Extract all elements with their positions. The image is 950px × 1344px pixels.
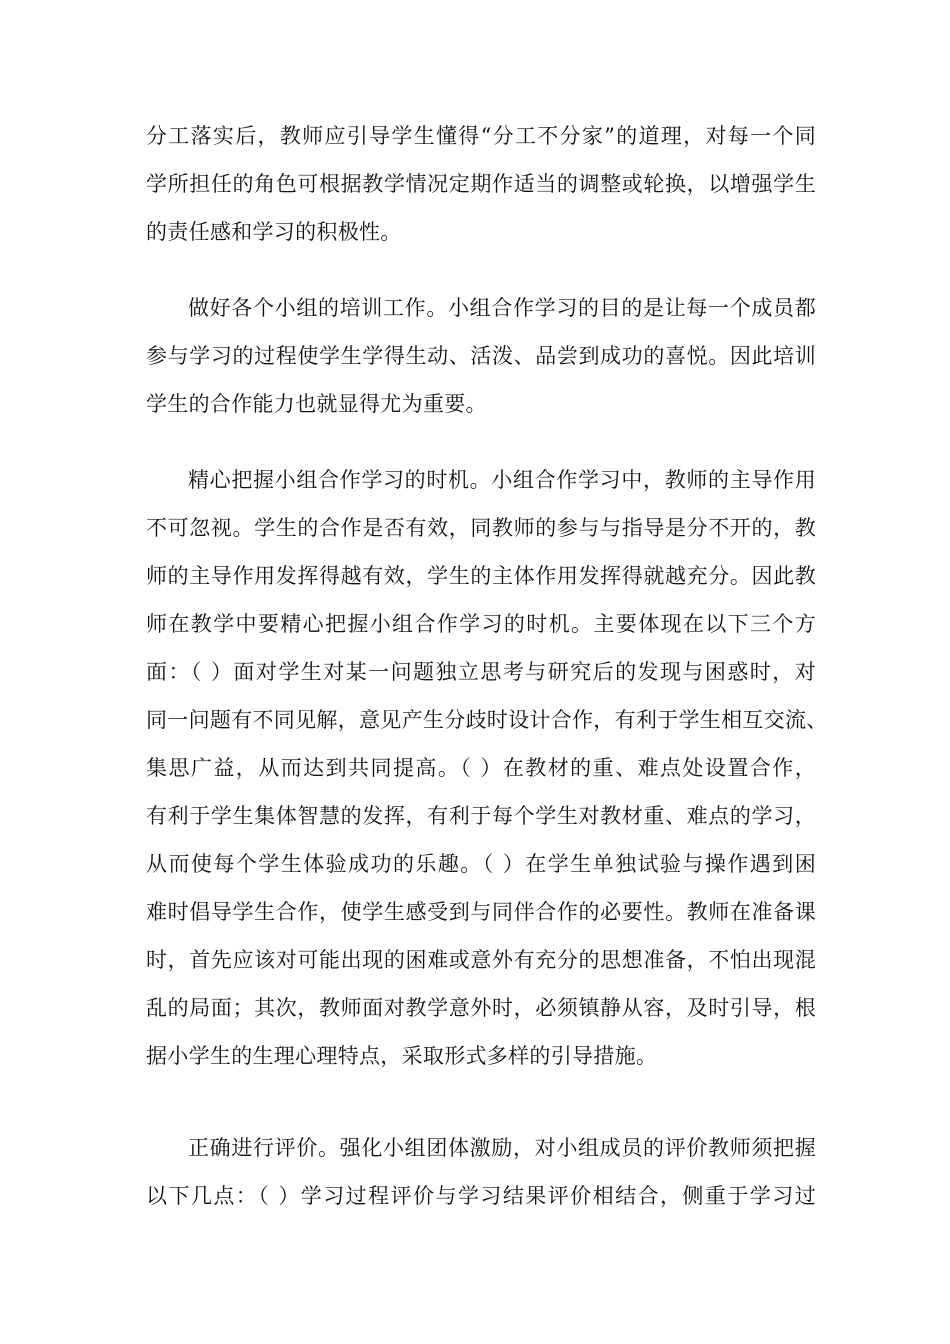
text-line: 参与学习的过程使学生学得生动、活泼、品尝到成功的喜悦。因此培训 xyxy=(146,344,816,368)
text-line: 不可忽视。学生的合作是否有效，同教师的参与与指导是分不开的，教 xyxy=(146,516,816,540)
text-line: 据小学生的生理心理特点，采取形式多样的引导措施。 xyxy=(146,1044,658,1068)
paragraph-evaluation xyxy=(146,1124,816,1220)
text-line: 以下几点：（ ）学习过程评价与学习结果评价相结合，侧重于学习过 xyxy=(146,1184,816,1208)
text-line: 分工落实后，教师应引导学生懂得“分工不分家”的道理，对每一个同 xyxy=(146,124,816,148)
text-line: 做好各个小组的培训工作。小组合作学习的目的是让每一个成员都 xyxy=(188,296,816,320)
text-line: 精心把握小组合作学习的时机。小组合作学习中，教师的主导作用 xyxy=(188,468,816,492)
text-line: 正确进行评价。强化小组团体激励，对小组成员的评价教师须把握 xyxy=(188,1136,816,1160)
text-line: 学所担任的角色可根据教学情况定期作适当的调整或轮换，以增强学生 xyxy=(146,172,816,196)
text-line: 有利于学生集体智慧的发挥，有利于每个学生对教材重、难点的学习， xyxy=(146,804,816,828)
paragraph-group-training xyxy=(146,284,816,428)
text-line: 从而使每个学生体验成功的乐趣。（ ）在学生单独试验与操作遇到困 xyxy=(146,852,816,876)
text-line: 学生的合作能力也就显得尤为重要。 xyxy=(146,392,487,416)
paragraph-division-of-labor xyxy=(146,112,816,256)
text-line: 面：（ ）面对学生对某一问题独立思考与研究后的发现与困惑时，对 xyxy=(146,660,816,684)
text-line: 乱的局面；其次，教师面对教学意外时，必须镇静从容，及时引导，根 xyxy=(146,996,816,1020)
text-line: 时，首先应该对可能出现的困难或意外有充分的思想准备，不怕出现混 xyxy=(146,948,816,972)
paragraph-cooperation-timing xyxy=(146,456,828,1080)
text-line: 师的主导作用发挥得越有效，学生的主体作用发挥得就越充分。因此教 xyxy=(146,564,816,588)
text-line: 难时倡导学生合作，使学生感受到与同伴合作的必要性。教师在准备课 xyxy=(146,900,816,924)
text-line: 师在教学中要精心把握小组合作学习的时机。主要体现在以下三个方 xyxy=(146,612,816,636)
text-line: 集思广益，从而达到共同提高。（ ）在教材的重、难点处设置合作， xyxy=(146,756,816,780)
text-line: 同一问题有不同见解，意见产生分歧时设计合作，有利于学生相互交流、 xyxy=(146,708,828,732)
text-line: 的责任感和学习的积极性。 xyxy=(146,220,402,244)
